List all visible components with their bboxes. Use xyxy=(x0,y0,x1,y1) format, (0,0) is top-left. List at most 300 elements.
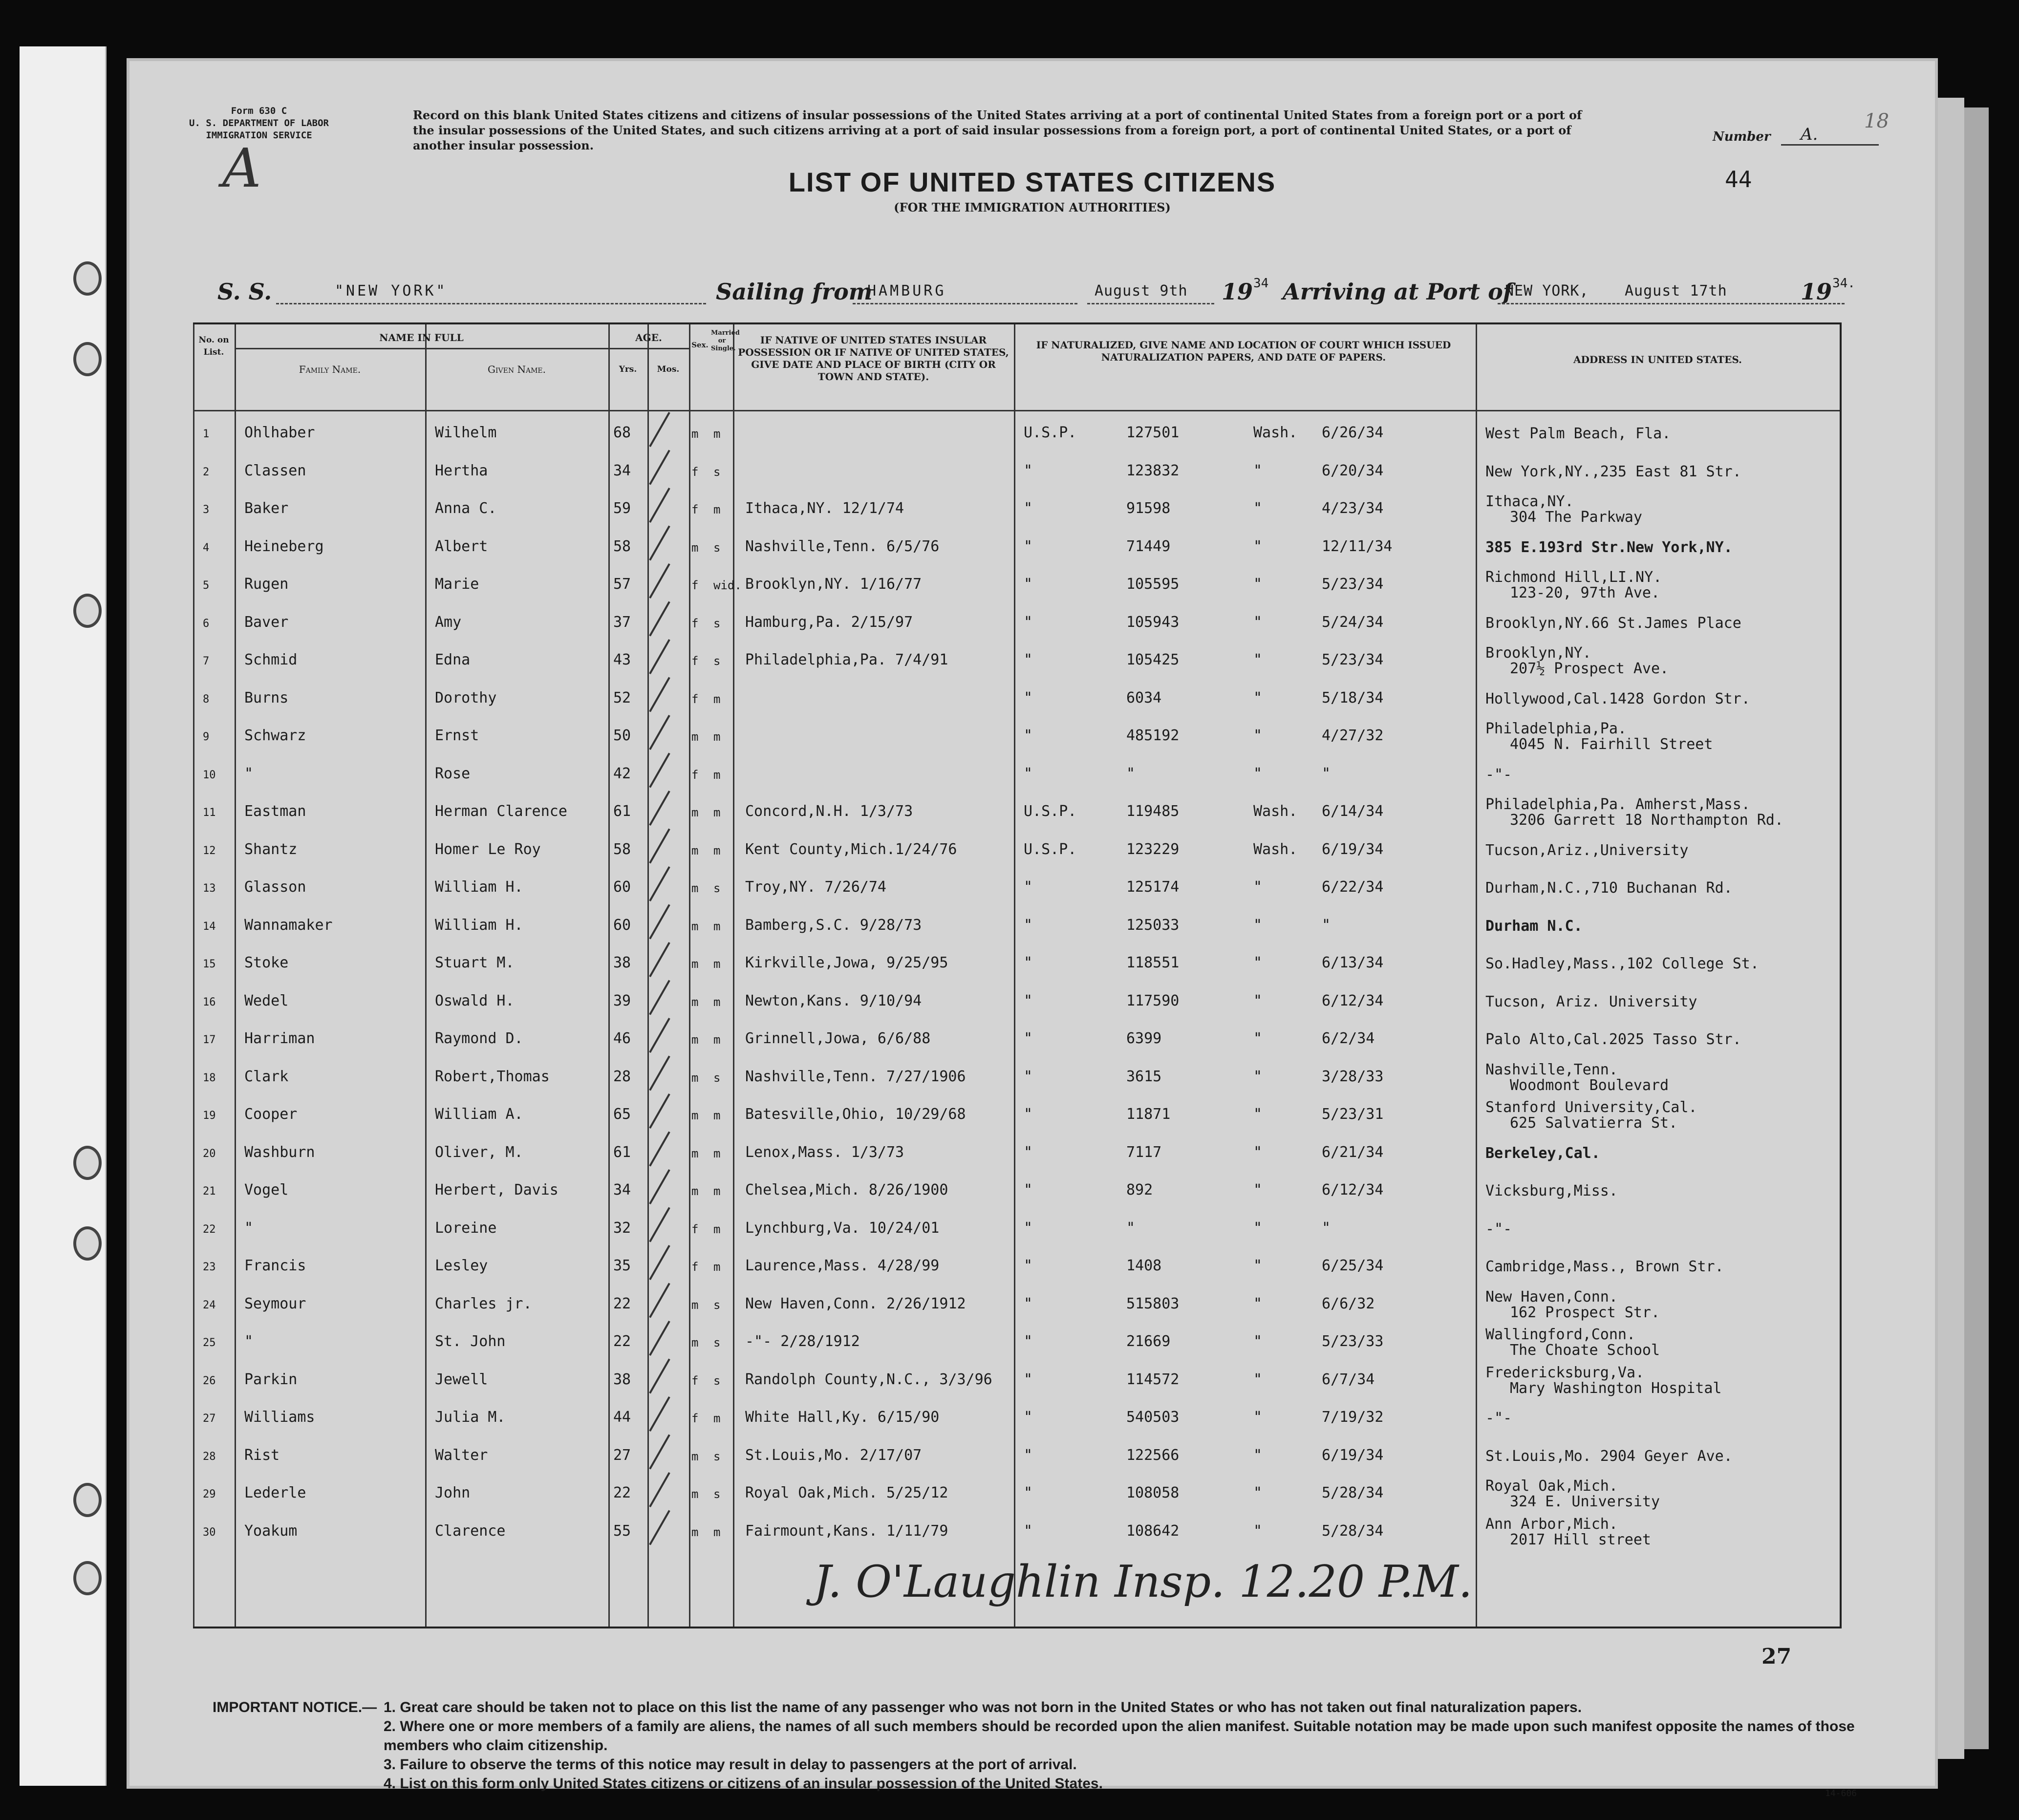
header-address: ADDRESS IN UNITED STATES. xyxy=(1573,354,1742,365)
cell-loc: Wash. xyxy=(1253,803,1298,820)
cell-family: Eastman xyxy=(244,803,306,820)
date-from-underline xyxy=(1087,303,1214,304)
cell-age: 39 xyxy=(613,992,631,1009)
address-line-1: Ithaca,NY. xyxy=(1485,493,1574,510)
cell-birth: Laurence,Mass. 4/28/99 xyxy=(745,1257,940,1274)
cell-age: 43 xyxy=(613,651,631,668)
cell-sex: f xyxy=(691,465,699,479)
cell-given: Oswald H. xyxy=(435,992,515,1009)
cell-no: 18 xyxy=(203,1071,216,1084)
cell-birth: Fairmount,Kans. 1/11/79 xyxy=(745,1522,948,1540)
cell-no: 6 xyxy=(203,617,210,630)
cell-ms: s xyxy=(713,1449,721,1463)
address-line-1: Tucson, Ariz. University xyxy=(1485,993,1697,1010)
cell-pdate: 6/21/34 xyxy=(1322,1143,1384,1161)
cell-pdate: 6/12/34 xyxy=(1322,1181,1384,1199)
cell-court: " xyxy=(1024,1143,1033,1161)
address-line-2: 2017 Hill street xyxy=(1510,1531,1651,1548)
cell-given: Amy xyxy=(435,613,462,631)
punch-hole xyxy=(73,261,102,296)
cell-court: " xyxy=(1024,1333,1033,1350)
cell-loc: " xyxy=(1253,576,1263,593)
cell-family: Wedel xyxy=(244,992,289,1009)
cell-family: Cooper xyxy=(244,1106,298,1123)
check-mark xyxy=(650,1284,669,1318)
header-given: Given Name. xyxy=(488,364,546,375)
check-mark xyxy=(650,981,669,1015)
check-mark xyxy=(650,1208,669,1242)
cell-birth: Philadelphia,Pa. 7/4/91 xyxy=(745,651,948,668)
cell-family: Stoke xyxy=(244,954,289,971)
address-line-1: Vicksburg,Miss. xyxy=(1485,1182,1618,1199)
cell-sex: m xyxy=(691,881,699,895)
cell-no: 15 xyxy=(203,958,216,970)
cell-pdate: 4/23/34 xyxy=(1322,500,1384,517)
cell-birth: New Haven,Conn. 2/26/1912 xyxy=(745,1295,966,1312)
number-line xyxy=(1781,144,1879,146)
cell-court: " xyxy=(1024,765,1033,782)
cell-court: " xyxy=(1024,537,1033,555)
address-line-1: New Haven,Conn. xyxy=(1485,1288,1618,1306)
check-mark xyxy=(650,1473,669,1507)
cell-family: Rugen xyxy=(244,576,289,593)
address-line-2: 162 Prospect Str. xyxy=(1510,1304,1660,1321)
cell-sex: f xyxy=(691,503,699,516)
cell-no: 12 xyxy=(203,844,216,857)
notice-item-1: 1. Great care should be taken not to place on this list the name of any passenger who was not born in the United States or who has not taken out final naturalization papers. xyxy=(384,1699,1582,1715)
cell-paper: 105595 xyxy=(1126,576,1180,593)
cell-pdate: 6/19/34 xyxy=(1322,1446,1384,1464)
cell-no: 8 xyxy=(203,693,210,706)
page-edge-shadow xyxy=(1964,107,1989,1749)
cell-paper: 125033 xyxy=(1126,916,1180,934)
check-marks xyxy=(193,324,1840,1627)
address-line-2: Mary Washington Hospital xyxy=(1510,1379,1722,1397)
cell-age: 58 xyxy=(613,840,631,858)
cell-no: 7 xyxy=(203,655,210,667)
cell-paper: 515803 xyxy=(1126,1295,1180,1312)
address-line-1: West Palm Beach, Fla. xyxy=(1485,425,1671,442)
cell-court: " xyxy=(1024,1068,1033,1085)
cell-age: 46 xyxy=(613,1030,631,1047)
check-mark xyxy=(650,753,669,788)
notice-item-3: 3. Failure to observe the terms of this notice may result in delay to passengers at the port of arrival. xyxy=(384,1756,1077,1773)
header-native: IF NATIVE OF UNITED STATES INSULAR POSSESSION OR IF NATIVE OF UNITED STATES, GIVE DATE AND PLACE OF BIRTH (CITY OR TOWN AND STATE). xyxy=(738,334,1009,383)
year-2: 34. xyxy=(1832,276,1855,291)
check-mark xyxy=(650,1245,669,1280)
cell-sex: m xyxy=(691,957,699,971)
cell-pdate: 4/27/32 xyxy=(1322,727,1384,744)
cell-birth: Kent County,Mich.1/24/76 xyxy=(745,840,957,858)
cell-no: 4 xyxy=(203,541,210,554)
check-mark xyxy=(650,1056,669,1091)
cell-birth: Nashville,Tenn. 7/27/1906 xyxy=(745,1068,966,1085)
cell-age: 58 xyxy=(613,537,631,555)
cell-birth: Grinnell,Jowa, 6/6/88 xyxy=(745,1030,931,1047)
bottom-page-number: 27 xyxy=(1761,1644,1792,1669)
cell-loc: " xyxy=(1253,1257,1263,1274)
cell-given: Homer Le Roy xyxy=(435,840,541,858)
cell-court: " xyxy=(1024,954,1033,971)
cell-court: " xyxy=(1024,878,1033,896)
cell-court: " xyxy=(1024,462,1033,479)
address-line-2: 324 E. University xyxy=(1510,1493,1660,1510)
cell-court: " xyxy=(1024,1181,1033,1199)
cell-age: 38 xyxy=(613,954,631,971)
binder-strip xyxy=(20,46,107,1786)
cell-given: Edna xyxy=(435,651,471,668)
check-mark xyxy=(650,1397,669,1431)
address-line-1: Fredericksburg,Va. xyxy=(1485,1364,1645,1381)
cell-court: " xyxy=(1024,992,1033,1009)
cell-paper: 117590 xyxy=(1126,992,1180,1009)
cell-given: Stuart M. xyxy=(435,954,515,971)
cell-family: Schwarz xyxy=(244,727,306,744)
cell-ms: m xyxy=(713,1260,721,1274)
handwritten-letter: A xyxy=(222,137,261,199)
check-mark xyxy=(650,1094,669,1128)
cell-ms: m xyxy=(713,692,721,706)
cell-no: 14 xyxy=(203,920,216,933)
important-notice xyxy=(213,1698,1855,1792)
cell-age: 65 xyxy=(613,1106,631,1123)
cell-ms: s xyxy=(713,1487,721,1501)
check-mark xyxy=(650,905,669,939)
cell-paper: 125174 xyxy=(1126,878,1180,896)
cell-paper: 119485 xyxy=(1126,803,1180,820)
header-family: Family Name. xyxy=(299,364,361,375)
cell-loc: " xyxy=(1253,1446,1263,1464)
cell-given: William H. xyxy=(435,878,523,896)
cell-age: 34 xyxy=(613,1181,631,1199)
arriving-label: Arriving at Port of xyxy=(1283,278,1513,305)
cell-no: 13 xyxy=(203,882,216,895)
cell-pdate: 6/6/32 xyxy=(1322,1295,1375,1312)
cell-given: Loreine xyxy=(435,1219,497,1237)
cell-sex: m xyxy=(691,1184,699,1198)
cell-sex: m xyxy=(691,1071,699,1085)
cell-age: 28 xyxy=(613,1068,631,1085)
cell-ms: m xyxy=(713,843,721,857)
cell-ms: s xyxy=(713,1336,721,1349)
cell-ms: m xyxy=(713,806,721,819)
cell-loc: " xyxy=(1253,462,1263,479)
cell-sex: m xyxy=(691,843,699,857)
cell-ms: s xyxy=(713,881,721,895)
cell-court: " xyxy=(1024,1484,1033,1501)
cell-pdate: " xyxy=(1322,765,1331,782)
cell-court: " xyxy=(1024,1030,1033,1047)
address-line-1: Stanford University,Cal. xyxy=(1485,1099,1697,1116)
cell-paper: 485192 xyxy=(1126,727,1180,744)
cell-paper: 108642 xyxy=(1126,1522,1180,1540)
cell-sex: m xyxy=(691,1298,699,1312)
cell-birth: White Hall,Ky. 6/15/90 xyxy=(745,1409,940,1426)
cell-no: 3 xyxy=(203,504,210,516)
cell-birth: Royal Oak,Mich. 5/25/12 xyxy=(745,1484,948,1501)
cell-pdate: " xyxy=(1322,916,1331,934)
check-mark xyxy=(650,450,669,485)
cell-ms: m xyxy=(713,730,721,744)
cell-pdate: 6/22/34 xyxy=(1322,878,1384,896)
cell-age: 50 xyxy=(613,727,631,744)
cell-ms: m xyxy=(713,1033,721,1047)
cell-court: " xyxy=(1024,576,1033,593)
address-line-1: Ann Arbor,Mich. xyxy=(1485,1515,1618,1533)
cell-given: Marie xyxy=(435,576,479,593)
cell-sex: f xyxy=(691,1260,699,1274)
cell-no: 25 xyxy=(203,1337,216,1349)
cell-pdate: " xyxy=(1322,1219,1331,1237)
cell-pdate: 6/2/34 xyxy=(1322,1030,1375,1047)
cell-family: Rist xyxy=(244,1446,280,1464)
cell-birth: -"- 2/28/1912 xyxy=(745,1333,860,1350)
address-line-1: -"- xyxy=(1485,1220,1512,1238)
check-mark xyxy=(650,564,669,598)
cell-family: Glasson xyxy=(244,878,306,896)
check-mark xyxy=(650,1359,669,1393)
service: IMMIGRATION SERVICE xyxy=(206,130,312,141)
cell-court: " xyxy=(1024,1522,1033,1540)
cell-family: Wannamaker xyxy=(244,916,333,934)
check-mark xyxy=(650,715,669,749)
cell-age: 44 xyxy=(613,1409,631,1426)
address-line-1: Royal Oak,Mich. xyxy=(1485,1477,1618,1495)
cell-ms: s xyxy=(713,1071,721,1085)
cell-ms: wid. xyxy=(713,578,742,592)
cell-ms: m xyxy=(713,919,721,933)
form-id-block xyxy=(178,105,340,142)
cell-pdate: 5/28/34 xyxy=(1322,1484,1384,1501)
cell-no: 17 xyxy=(203,1034,216,1046)
page-subtitle: (FOR THE IMMIGRATION AUTHORITIES) xyxy=(894,200,1171,214)
cell-ms: m xyxy=(713,1109,721,1122)
cell-court: " xyxy=(1024,1219,1033,1237)
cell-ms: s xyxy=(713,540,721,555)
check-mark xyxy=(650,678,669,712)
address-line-1: -"- xyxy=(1485,1410,1512,1427)
header-no: No. on List. xyxy=(198,335,229,357)
cell-sex: m xyxy=(691,730,699,744)
cell-court: " xyxy=(1024,727,1033,744)
check-mark xyxy=(650,942,669,977)
cell-family: Classen xyxy=(244,462,306,479)
cell-family: " xyxy=(244,765,254,782)
cell-family: Baker xyxy=(244,500,289,517)
check-mark xyxy=(650,829,669,863)
cell-age: 61 xyxy=(613,803,631,820)
cell-age: 59 xyxy=(613,500,631,517)
cell-given: Herman Clarence xyxy=(435,803,567,820)
punch-hole xyxy=(73,342,102,376)
cell-ms: s xyxy=(713,654,721,668)
address-line-1: Palo Alto,Cal.2025 Tasso Str. xyxy=(1485,1031,1741,1048)
cell-age: 42 xyxy=(613,765,631,782)
cell-birth: Bamberg,S.C. 9/28/73 xyxy=(745,916,922,934)
sailing-label: Sailing from xyxy=(716,278,873,305)
cell-birth: Chelsea,Mich. 8/26/1900 xyxy=(745,1181,948,1199)
cell-loc: " xyxy=(1253,689,1263,707)
ss-label: S. S. xyxy=(217,278,272,305)
cell-sex: m xyxy=(691,1525,699,1539)
header-yrs: Yrs. xyxy=(619,364,637,374)
cell-court: " xyxy=(1024,1446,1033,1464)
cell-court: " xyxy=(1024,500,1033,517)
punch-hole xyxy=(73,1226,102,1261)
cell-loc: " xyxy=(1253,727,1263,744)
cell-given: William H. xyxy=(435,916,523,934)
check-mark xyxy=(650,1170,669,1204)
cell-age: 34 xyxy=(613,462,631,479)
address-line-1: Brooklyn,NY. xyxy=(1485,644,1591,662)
cell-given: Oliver, M. xyxy=(435,1143,523,1161)
cell-given: Julia M. xyxy=(435,1409,506,1426)
cell-pdate: 5/23/34 xyxy=(1322,651,1384,668)
cell-age: 57 xyxy=(613,576,631,593)
header-age: AGE. xyxy=(635,332,662,343)
cell-paper: 21669 xyxy=(1126,1333,1171,1350)
cell-paper: 127501 xyxy=(1126,424,1180,441)
year-1: 34 xyxy=(1253,276,1269,291)
address-line-1: Durham N.C. xyxy=(1485,917,1583,935)
cell-no: 10 xyxy=(203,769,216,781)
bottom-code: 14-606 xyxy=(1825,1788,1857,1799)
cell-given: Charles jr. xyxy=(435,1295,532,1312)
cell-birth: Kirkville,Jowa, 9/25/95 xyxy=(745,954,948,971)
cell-loc: " xyxy=(1253,537,1263,555)
cell-family: Schmid xyxy=(244,651,298,668)
cell-sex: m xyxy=(691,806,699,819)
cell-loc: " xyxy=(1253,1522,1263,1540)
header-sex: Sex. xyxy=(691,341,709,349)
cell-loc: " xyxy=(1253,1333,1263,1350)
cell-age: 55 xyxy=(613,1522,631,1540)
cell-age: 27 xyxy=(613,1446,631,1464)
cell-paper: 71449 xyxy=(1126,537,1171,555)
address-line-1: Nashville,Tenn. xyxy=(1485,1061,1618,1078)
cell-family: Parkin xyxy=(244,1370,298,1388)
cell-birth: Hamburg,Pa. 2/15/97 xyxy=(745,613,913,631)
cell-loc: " xyxy=(1253,1181,1263,1199)
cell-loc: " xyxy=(1253,765,1263,782)
cell-sex: m xyxy=(691,995,699,1009)
cell-loc: " xyxy=(1253,613,1263,631)
cell-given: Ernst xyxy=(435,727,479,744)
cell-given: Rose xyxy=(435,765,471,782)
page-edge xyxy=(1935,98,1964,1759)
cell-sex: f xyxy=(691,768,699,782)
address-line-1: Richmond Hill,LI.NY. xyxy=(1485,569,1662,586)
cell-pdate: 5/18/34 xyxy=(1322,689,1384,707)
cell-loc: " xyxy=(1253,916,1263,934)
cell-ms: m xyxy=(713,995,721,1009)
cell-paper: 105943 xyxy=(1126,613,1180,631)
cell-given: Anna C. xyxy=(435,500,497,517)
cell-court: " xyxy=(1024,916,1033,934)
cell-loc: " xyxy=(1253,1068,1263,1085)
cell-family: Yoakum xyxy=(244,1522,298,1540)
cell-court: " xyxy=(1024,689,1033,707)
cell-age: 38 xyxy=(613,1370,631,1388)
address-line-1: -"- xyxy=(1485,766,1512,783)
cell-sex: m xyxy=(691,427,699,441)
corner-mark: 18 xyxy=(1864,110,1889,132)
check-mark xyxy=(650,488,669,522)
cell-pdate: 6/26/34 xyxy=(1322,424,1384,441)
cell-birth: Troy,NY. 7/26/74 xyxy=(745,878,886,896)
address-line-1: Durham,N.C.,710 Buchanan Rd. xyxy=(1485,879,1733,897)
check-mark xyxy=(650,1132,669,1166)
address-line-2: 4045 N. Fairhill Street xyxy=(1510,736,1713,753)
cell-loc: " xyxy=(1253,500,1263,517)
cell-loc: " xyxy=(1253,1409,1263,1426)
cell-family: " xyxy=(244,1333,254,1350)
cell-birth: Brooklyn,NY. 1/16/77 xyxy=(745,576,922,593)
cell-sex: m xyxy=(691,1487,699,1501)
cell-pdate: 6/19/34 xyxy=(1322,840,1384,858)
cell-given: St. John xyxy=(435,1333,506,1350)
check-mark xyxy=(650,791,669,825)
cell-given: William A. xyxy=(435,1106,523,1123)
cell-birth: Ithaca,NY. 12/1/74 xyxy=(745,500,904,517)
cell-sex: f xyxy=(691,616,699,630)
cell-family: Seymour xyxy=(244,1295,306,1312)
cell-age: 68 xyxy=(613,424,631,441)
cell-birth: Lynchburg,Va. 10/24/01 xyxy=(745,1219,940,1237)
cell-age: 60 xyxy=(613,878,631,896)
cell-ms: m xyxy=(713,957,721,971)
cell-birth: Nashville,Tenn. 6/5/76 xyxy=(745,537,940,555)
cell-family: Baver xyxy=(244,613,289,631)
port-to: NEW YORK, xyxy=(1505,282,1589,300)
cell-loc: " xyxy=(1253,954,1263,971)
cell-ms: s xyxy=(713,1298,721,1312)
number-value: A. xyxy=(1801,125,1818,144)
address-line-1: Brooklyn,NY.66 St.James Place xyxy=(1485,614,1741,632)
header-name-in-full: NAME IN FULL xyxy=(379,332,464,343)
cell-ms: m xyxy=(713,1184,721,1198)
inspector-signature: J. O'Laughlin Insp. 12.20 P.M. xyxy=(814,1556,1473,1607)
check-mark xyxy=(650,1511,669,1545)
cell-no: 30 xyxy=(203,1526,216,1539)
page-title: LIST OF UNITED STATES CITIZENS xyxy=(788,167,1276,197)
cell-pdate: 6/12/34 xyxy=(1322,992,1384,1009)
cell-family: " xyxy=(244,1219,254,1237)
cell-family: Francis xyxy=(244,1257,306,1274)
cell-given: Albert xyxy=(435,537,488,555)
address-line-1: Hollywood,Cal.1428 Gordon Str. xyxy=(1485,690,1750,707)
check-mark xyxy=(650,1018,669,1052)
cell-loc: " xyxy=(1253,1030,1263,1047)
cell-paper: 114572 xyxy=(1126,1370,1180,1388)
address-line-1: Tucson,Ariz.,University xyxy=(1485,841,1689,859)
cell-paper: 6399 xyxy=(1126,1030,1162,1047)
cell-no: 28 xyxy=(203,1450,216,1463)
year-label-1: 19 xyxy=(1222,278,1253,305)
cell-sex: f xyxy=(691,578,699,592)
page-number: 44 xyxy=(1725,166,1752,193)
address-line-2: 207½ Prospect Ave. xyxy=(1510,660,1669,677)
cell-pdate: 3/28/33 xyxy=(1322,1068,1384,1085)
cell-loc: " xyxy=(1253,878,1263,896)
address-line-1: New York,NY.,235 East 81 Str. xyxy=(1485,463,1741,480)
address-line-2: 3206 Garrett 18 Northampton Rd. xyxy=(1510,812,1783,829)
cell-no: 20 xyxy=(203,1147,216,1160)
cell-family: Heineberg xyxy=(244,537,324,555)
cell-sex: f xyxy=(691,1412,699,1425)
header-married: Married or Single. xyxy=(711,329,740,352)
cell-sex: m xyxy=(691,540,699,555)
